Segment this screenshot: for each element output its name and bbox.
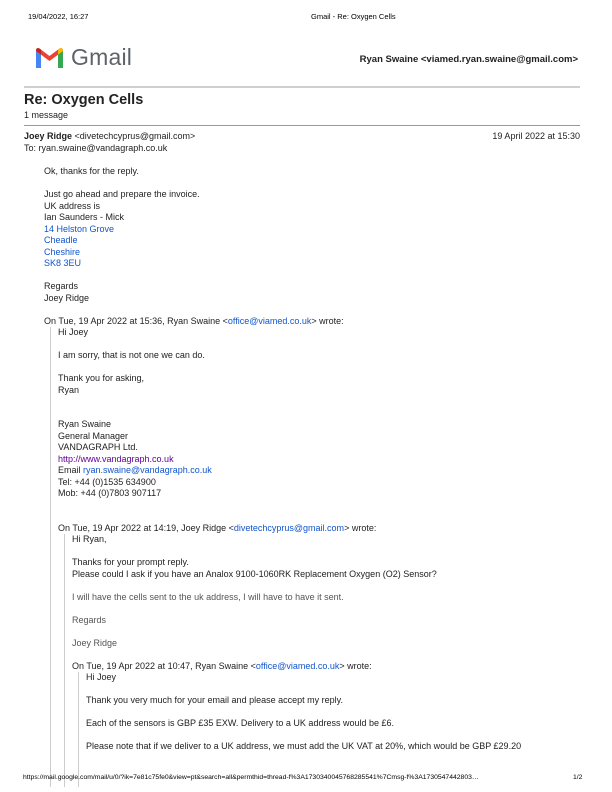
signature-mob: Mob: +44 (0)7803 907117 bbox=[58, 488, 162, 498]
quote-line: Hi Joey bbox=[86, 672, 117, 682]
quote-line: Regards bbox=[72, 614, 107, 625]
gmail-m-icon bbox=[34, 46, 65, 70]
body-line: Ian Saunders - Mick bbox=[44, 212, 125, 222]
attribution-text: On Tue, 19 Apr 2022 at 15:36, Ryan Swaine < bbox=[44, 315, 228, 326]
body-regards: Regards bbox=[44, 281, 79, 291]
quote-attribution bbox=[58, 523, 584, 535]
sender-name: Joey Ridge bbox=[24, 131, 73, 141]
attribution-email-link[interactable]: office@viamed.co.uk bbox=[227, 315, 312, 326]
message-body bbox=[44, 166, 584, 787]
email-link[interactable]: ryan.swaine@vandagraph.co.uk bbox=[83, 465, 212, 475]
quoted-message bbox=[50, 327, 584, 787]
thread-subject: Re: Oxygen Cells bbox=[24, 92, 144, 108]
quote-line: Hi Ryan, bbox=[72, 534, 107, 544]
body-line: Just go ahead and prepare the invoice. bbox=[44, 189, 200, 199]
attribution-email-link[interactable]: office@viamed.co.uk bbox=[255, 660, 340, 671]
attribution-text: > wrote: bbox=[311, 315, 344, 326]
body-signature: Joey Ridge bbox=[44, 292, 90, 303]
attribution-text: On Tue, 19 Apr 2022 at 10:47, Ryan Swaine < bbox=[72, 660, 256, 671]
quote-line: Thank you for asking, bbox=[58, 373, 145, 383]
message-date: 19 April 2022 at 15:30 bbox=[492, 131, 580, 141]
signature-name: Ryan Swaine bbox=[58, 419, 112, 429]
print-title: Gmail - Re: Oxygen Cells bbox=[311, 12, 396, 21]
gmail-wordmark: Gmail bbox=[71, 44, 133, 70]
body-line: UK address is bbox=[44, 200, 101, 211]
signature-title: General Manager bbox=[58, 430, 129, 441]
message-to: To: ryan.swaine@vandagraph.co.uk bbox=[24, 143, 168, 153]
attribution-email-link[interactable]: divetechcyprus@gmail.com bbox=[233, 522, 345, 533]
attribution-text: > wrote: bbox=[339, 660, 372, 671]
attribution-text: On Tue, 19 Apr 2022 at 14:19, Joey Ridge < bbox=[58, 522, 234, 533]
quote-line: Ryan bbox=[58, 384, 80, 395]
quote-attribution bbox=[72, 661, 584, 673]
email-label: Email bbox=[58, 465, 84, 475]
quote-line: Joey Ridge bbox=[72, 637, 118, 648]
quote-line: I will have the cells sent to the uk address, I will have to have it sent. bbox=[72, 591, 344, 602]
address-link[interactable]: SK8 3EU bbox=[44, 258, 82, 268]
message-from bbox=[24, 131, 195, 141]
address-link[interactable]: Cheshire bbox=[44, 246, 81, 257]
quote-line: Hi Joey bbox=[58, 327, 89, 337]
quote-line: I am sorry, that is not one we can do. bbox=[58, 350, 205, 360]
account-identity: Ryan Swaine <viamed.ryan.swaine@gmail.com> bbox=[359, 54, 578, 65]
address-link[interactable]: Cheadle bbox=[44, 235, 78, 245]
print-datetime: 19/04/2022, 16:27 bbox=[28, 12, 89, 21]
quote-line: Thank you very much for your email and please accept my reply. bbox=[86, 695, 343, 705]
signature-tel: Tel: +44 (0)1535 634900 bbox=[58, 476, 156, 487]
address-link[interactable]: 14 Helston Grove bbox=[44, 223, 115, 234]
quote-line: Please could I ask if you have an Analox 9100-1060RK Replacement Oxygen (O2) Sensor? bbox=[72, 568, 437, 579]
quote-line: Each of the sensors is GBP £35 EXW. Delivery to a UK address would be £6. bbox=[86, 718, 394, 728]
footer-url: https://mail.google.com/mail/u/0/?ik=7e81c75fe0&view=pt&search=all&permthid=thread-f%3A1730340045768285541%7Cmsg-f%3A1730547442803… bbox=[23, 774, 479, 781]
message-count: 1 message bbox=[24, 110, 69, 120]
signature-company: VANDAGRAPH Ltd. bbox=[58, 442, 138, 452]
footer-page-number: 1/2 bbox=[573, 774, 583, 781]
quoted-message bbox=[78, 672, 584, 787]
sender-email: <divetechcyprus@gmail.com> bbox=[74, 131, 196, 141]
gmail-logo[interactable] bbox=[34, 44, 132, 71]
quoted-message bbox=[64, 534, 584, 787]
header-divider bbox=[24, 86, 580, 88]
website-link[interactable]: http://www.vandagraph.co.uk bbox=[58, 453, 174, 464]
signature-email bbox=[58, 465, 584, 477]
body-line: Ok, thanks for the reply. bbox=[44, 166, 139, 176]
attribution-text: > wrote: bbox=[344, 522, 377, 533]
quote-attribution bbox=[44, 316, 584, 328]
quote-line: Thanks for your prompt reply. bbox=[72, 557, 189, 567]
subject-divider bbox=[24, 125, 580, 126]
quote-line: Please note that if we deliver to a UK address, we must add the UK VAT at 20%, which would be GBP £29.20 bbox=[86, 741, 522, 751]
